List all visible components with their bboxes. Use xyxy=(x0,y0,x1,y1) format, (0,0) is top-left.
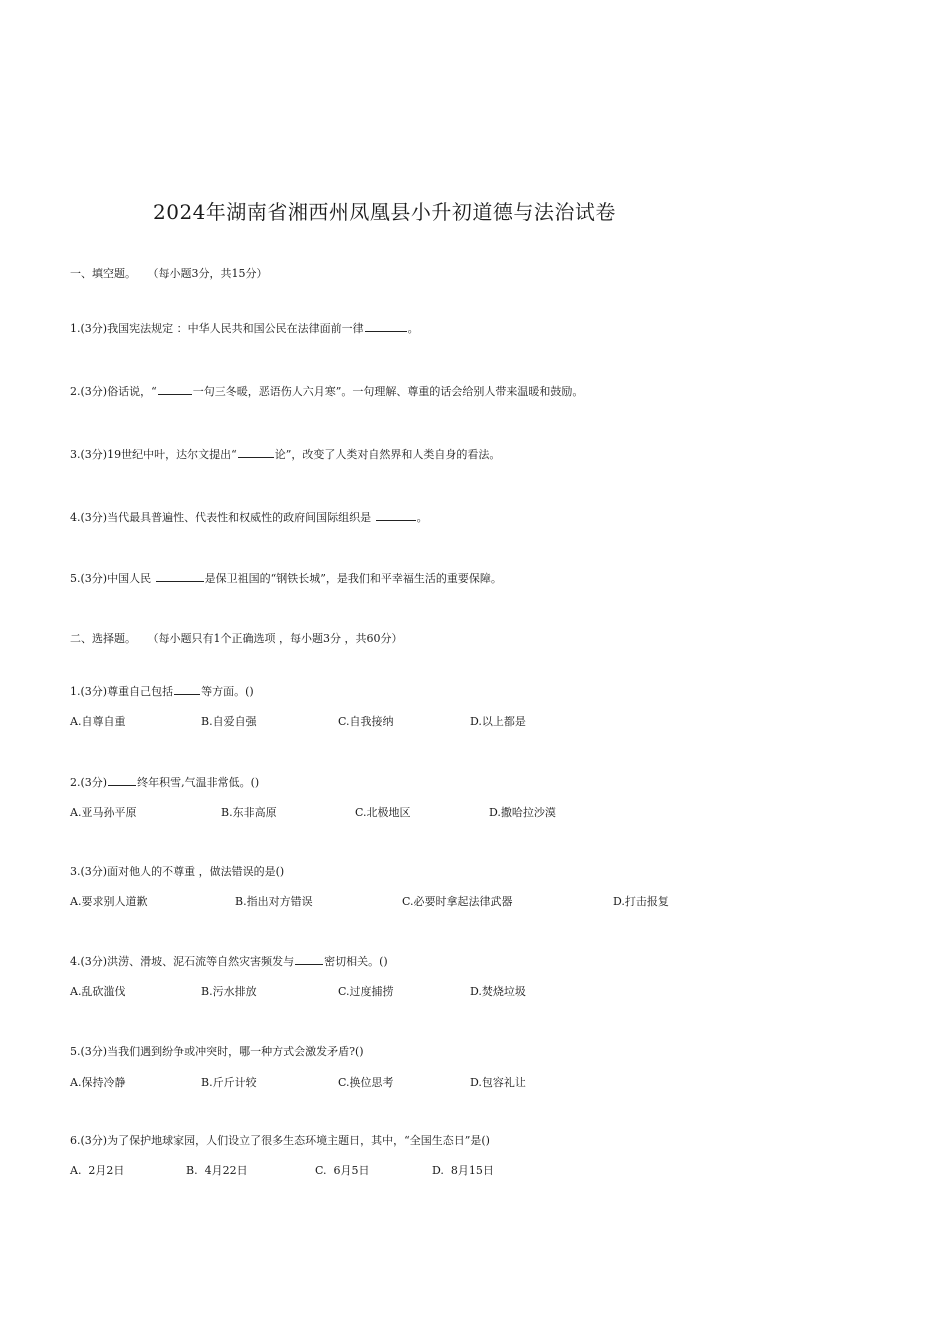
question-text: 密切相关。() xyxy=(324,955,388,968)
fill-question-5 xyxy=(70,570,502,586)
option-d: D.包容礼让 xyxy=(470,1076,526,1089)
question-text: 一句三冬暖，恶语伤人六月寒”。一句理解、尊重的话会给别人带来温暖和鼓励。 xyxy=(192,385,584,398)
fill-question-1 xyxy=(70,320,419,336)
answer-blank xyxy=(174,683,200,695)
option-b: B.东非高原 xyxy=(221,806,277,819)
question-text: 5.(3分)当我们遇到纷争或冲突时，哪一种方式会激发矛盾?() xyxy=(70,1045,364,1058)
option-d: D.撒哈拉沙漠 xyxy=(489,806,556,819)
question-text: 4.(3分)洪涝、滑坡、泥石流等自然灾害频发与 xyxy=(70,955,295,968)
fill-question-4 xyxy=(70,509,428,525)
question-text: 1.(3分)我国宪法规定 ：中华人民共和国公民在法律面前一律 xyxy=(70,322,364,335)
section-1-note: （每小题3分，共15分） xyxy=(147,267,268,280)
question-text: 。 xyxy=(407,322,419,335)
question-text: 3.(3分)面对他人的不尊重 ，做法错误的是() xyxy=(70,865,285,878)
option-c: C.过度捕捞 xyxy=(338,985,394,998)
question-text: 论”，改变了人类对自然界和人类自身的看法。 xyxy=(274,448,501,461)
answer-blank xyxy=(108,774,136,786)
option-a: A.亚马孙平原 xyxy=(70,806,137,819)
option-b: B.指出对方错误 xyxy=(235,895,313,908)
section-2-note: （每小题只有1个正确选项 ，每小题3分 ，共60分） xyxy=(147,632,403,645)
question-text: 4.(3分)当代最具普遍性、代表性和权威性的政府间国际组织是 xyxy=(70,511,375,524)
question-text: 2.(3分)俗话说，“ xyxy=(70,385,157,398)
option-a: A. 2月2日 xyxy=(70,1164,125,1177)
section-1-title: 一、填空题。 xyxy=(70,267,136,280)
question-text: 2.(3分) xyxy=(70,776,108,789)
choice-question-5 xyxy=(70,1043,364,1059)
option-a: A.自尊自重 xyxy=(70,715,126,728)
question-text: 是保卫祖国的“钢铁长城”，是我们和平幸福生活的重要保障。 xyxy=(204,572,502,585)
answer-blank xyxy=(376,509,416,521)
fill-question-3 xyxy=(70,446,500,462)
choice-question-3 xyxy=(70,863,284,879)
choice-question-1 xyxy=(70,683,254,699)
section-1-heading xyxy=(70,265,268,281)
option-c: C.换位思考 xyxy=(338,1076,394,1089)
option-d: D.焚烧垃圾 xyxy=(470,985,526,998)
option-d: D.以上都是 xyxy=(470,715,526,728)
option-c: C. 6月5日 xyxy=(315,1164,370,1177)
option-d: D.打击报复 xyxy=(613,895,669,908)
question-text: 等方面。() xyxy=(201,685,254,698)
section-2-heading xyxy=(70,630,403,646)
option-b: B.污水排放 xyxy=(201,985,257,998)
option-a: A.乱砍滥伐 xyxy=(70,985,126,998)
choice-question-6 xyxy=(70,1132,490,1148)
option-b: B.自爱自强 xyxy=(201,715,257,728)
option-c: C.自我接纳 xyxy=(338,715,394,728)
option-b: B.斤斤计较 xyxy=(201,1076,257,1089)
answer-blank xyxy=(365,320,407,332)
option-a: A.保持冷静 xyxy=(70,1076,126,1089)
question-text: 6.(3分)为了保护地球家园，人们设立了很多生态环境主题日，其中，“全国生态日”是() xyxy=(70,1134,490,1147)
answer-blank xyxy=(158,383,192,395)
option-b: B. 4月22日 xyxy=(186,1164,248,1177)
question-text: 5.(3分)中国人民 xyxy=(70,572,155,585)
option-d: D. 8月15日 xyxy=(432,1164,494,1177)
choice-question-4 xyxy=(70,953,388,969)
answer-blank xyxy=(295,953,323,965)
choice-question-2 xyxy=(70,774,259,790)
option-c: C.必要时拿起法律武器 xyxy=(402,895,513,908)
question-text: 。 xyxy=(416,511,428,524)
section-2-title: 二、选择题。 xyxy=(70,632,136,645)
fill-question-2 xyxy=(70,383,583,399)
page-title: 2024年湖南省湘西州凤凰县小升初道德与法治试卷 xyxy=(153,200,616,224)
question-text: 终年积雪,气温非常低。() xyxy=(137,776,260,789)
question-text: 1.(3分)尊重自己包括 xyxy=(70,685,174,698)
option-a: A.要求别人道歉 xyxy=(70,895,148,908)
answer-blank xyxy=(238,446,274,458)
option-c: C.北极地区 xyxy=(355,806,411,819)
question-text: 3.(3分)19世纪中叶，达尔文提出“ xyxy=(70,448,237,461)
answer-blank xyxy=(156,570,204,582)
